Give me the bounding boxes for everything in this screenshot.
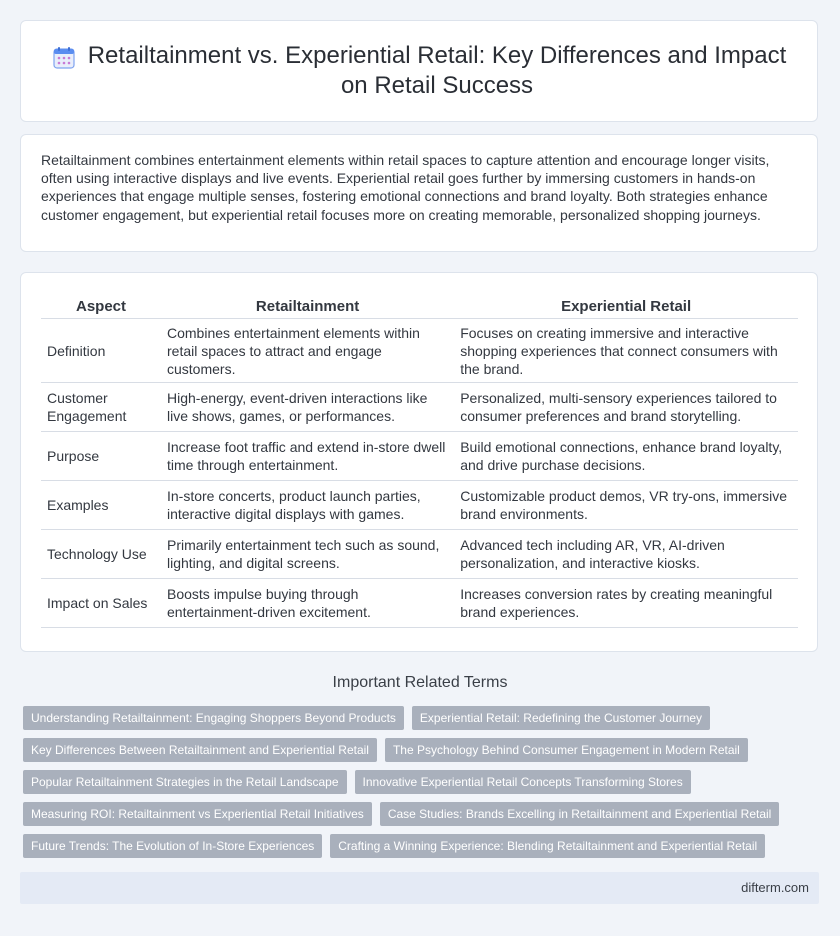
table-cell-retailtainment: Increase foot traffic and extend in-store dwell time through entertainment. [161,432,454,481]
header-aspect: Aspect [41,293,161,319]
table-cell-experiential: Advanced tech including AR, VR, AI-driven personalization, and interactive kiosks. [454,530,798,579]
chip-row [23,738,823,762]
related-term-chip[interactable]: Crafting a Winning Experience: Blending Retailtainment and Experiential Retail [330,834,765,858]
title-card [20,20,818,122]
chip-row [23,706,823,730]
chip-row [23,834,823,858]
related-term-chip[interactable]: Experiential Retail: Redefining the Customer Journey [412,706,710,730]
table-row [41,579,798,628]
table-cell-experiential: Customizable product demos, VR try-ons, immersive brand environments. [454,481,798,530]
table-cell-aspect: Customer Engagement [41,383,161,432]
related-term-chip[interactable]: Key Differences Between Retailtainment and Experiential Retail [23,738,377,762]
header-retailtainment: Retailtainment [161,293,454,319]
table-cell-retailtainment: Combines entertainment elements within retail spaces to attract and engage customers. [161,319,454,383]
related-term-chip[interactable]: Measuring ROI: Retailtainment vs Experiential Retail Initiatives [23,802,372,826]
table-cell-experiential: Focuses on creating immersive and interactive shopping experiences that connect consumers with the brand. [454,319,798,383]
related-terms-list [23,706,823,866]
related-term-chip[interactable]: Innovative Experiential Retail Concepts Transforming Stores [355,770,691,794]
related-term-chip[interactable]: Future Trends: The Evolution of In-Store Experiences [23,834,322,858]
table-cell-aspect: Technology Use [41,530,161,579]
chip-row [23,802,823,826]
table-cell-aspect: Examples [41,481,161,530]
related-term-chip[interactable]: Popular Retailtainment Strategies in the Retail Landscape [23,770,347,794]
table-cell-aspect: Impact on Sales [41,579,161,628]
table-cell-retailtainment: Boosts impulse buying through entertainment-driven excitement. [161,579,454,628]
table-row [41,481,798,530]
table-cell-retailtainment: Primarily entertainment tech such as sound, lighting, and digital screens. [161,530,454,579]
table-row [41,530,798,579]
related-terms-heading: Important Related Terms [332,674,508,691]
footer [20,872,819,904]
table-cell-aspect: Definition [41,319,161,383]
table-cell-aspect: Purpose [41,432,161,481]
table-cell-experiential: Increases conversion rates by creating meaningful brand experiences. [454,579,798,628]
chip-row [23,770,823,794]
header-experiential-retail: Experiential Retail [454,293,798,319]
intro-card [20,134,818,252]
comparison-table [41,293,798,628]
related-term-chip[interactable]: Case Studies: Brands Excelling in Retailtainment and Experiential Retail [380,802,780,826]
table-row [41,383,798,432]
comparison-card [20,272,818,652]
related-term-chip[interactable]: The Psychology Behind Consumer Engagement in Modern Retail [385,738,748,762]
table-cell-experiential: Personalized, multi-sensory experiences tailored to consumer preferences and brand storytelling. [454,383,798,432]
table-cell-retailtainment: High-energy, event-driven interactions like live shows, games, or performances. [161,383,454,432]
table-cell-retailtainment: In-store concerts, product launch parties, interactive digital displays with games. [161,481,454,530]
related-term-chip[interactable]: Understanding Retailtainment: Engaging Shoppers Beyond Products [23,706,404,730]
page-title: Retailtainment vs. Experiential Retail: Key Differences and Impact on Retail Success [87,42,787,99]
intro-paragraph: Retailtainment combines entertainment elements within retail spaces to capture attention and encourage longer visits, often using interactive displays and live events. Experiential retail goes further by immersing customers in hands-on experiences that engage multiple senses, fostering emotional connections and brand loyalty. Both strategies enhance customer engagement, but experiential retail focuses more on creating memorable, personalized shopping journeys. [41,152,770,223]
footer-site-link[interactable]: difterm.com [741,880,809,895]
table-row [41,432,798,481]
table-header-row [41,293,798,319]
table-cell-experiential: Build emotional connections, enhance brand loyalty, and drive purchase decisions. [454,432,798,481]
table-row [41,319,798,383]
